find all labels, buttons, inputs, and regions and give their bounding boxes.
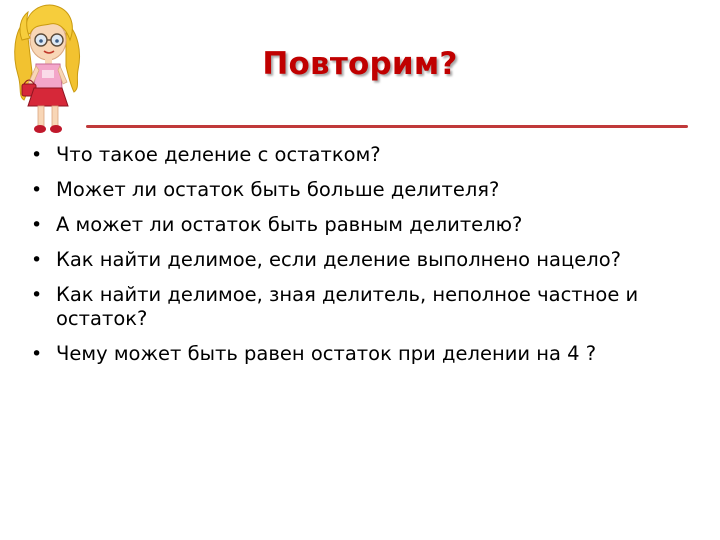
list-item bbox=[28, 248, 708, 272]
bullet-marker: • bbox=[31, 214, 43, 236]
bullet-text: Как найти делимое, зная делитель, неполное частное и остаток? bbox=[56, 283, 639, 330]
list-item bbox=[28, 342, 708, 366]
bullet-marker: • bbox=[31, 144, 43, 166]
slide-title: Повторим? bbox=[262, 46, 458, 82]
bullet-marker: • bbox=[31, 343, 43, 365]
list-item bbox=[28, 143, 708, 167]
bullet-text: Может ли остаток быть больше делителя? bbox=[56, 178, 500, 201]
cartoon-girl-icon bbox=[4, 0, 92, 140]
list-item bbox=[28, 213, 708, 237]
list-item bbox=[28, 283, 708, 331]
bullet-marker: • bbox=[31, 249, 43, 271]
title-divider bbox=[86, 125, 688, 128]
bullet-marker: • bbox=[31, 179, 43, 201]
bullet-text: Чему может быть равен остаток при делении на 4 ? bbox=[56, 342, 597, 365]
bullet-list bbox=[28, 143, 708, 377]
bullet-text: Что такое деление с остатком? bbox=[56, 143, 381, 166]
bullet-text: А может ли остаток быть равным делителю? bbox=[56, 213, 523, 236]
bullet-text: Как найти делимое, если деление выполнено нацело? bbox=[56, 248, 622, 271]
list-item bbox=[28, 178, 708, 202]
bullet-marker: • bbox=[31, 284, 43, 306]
